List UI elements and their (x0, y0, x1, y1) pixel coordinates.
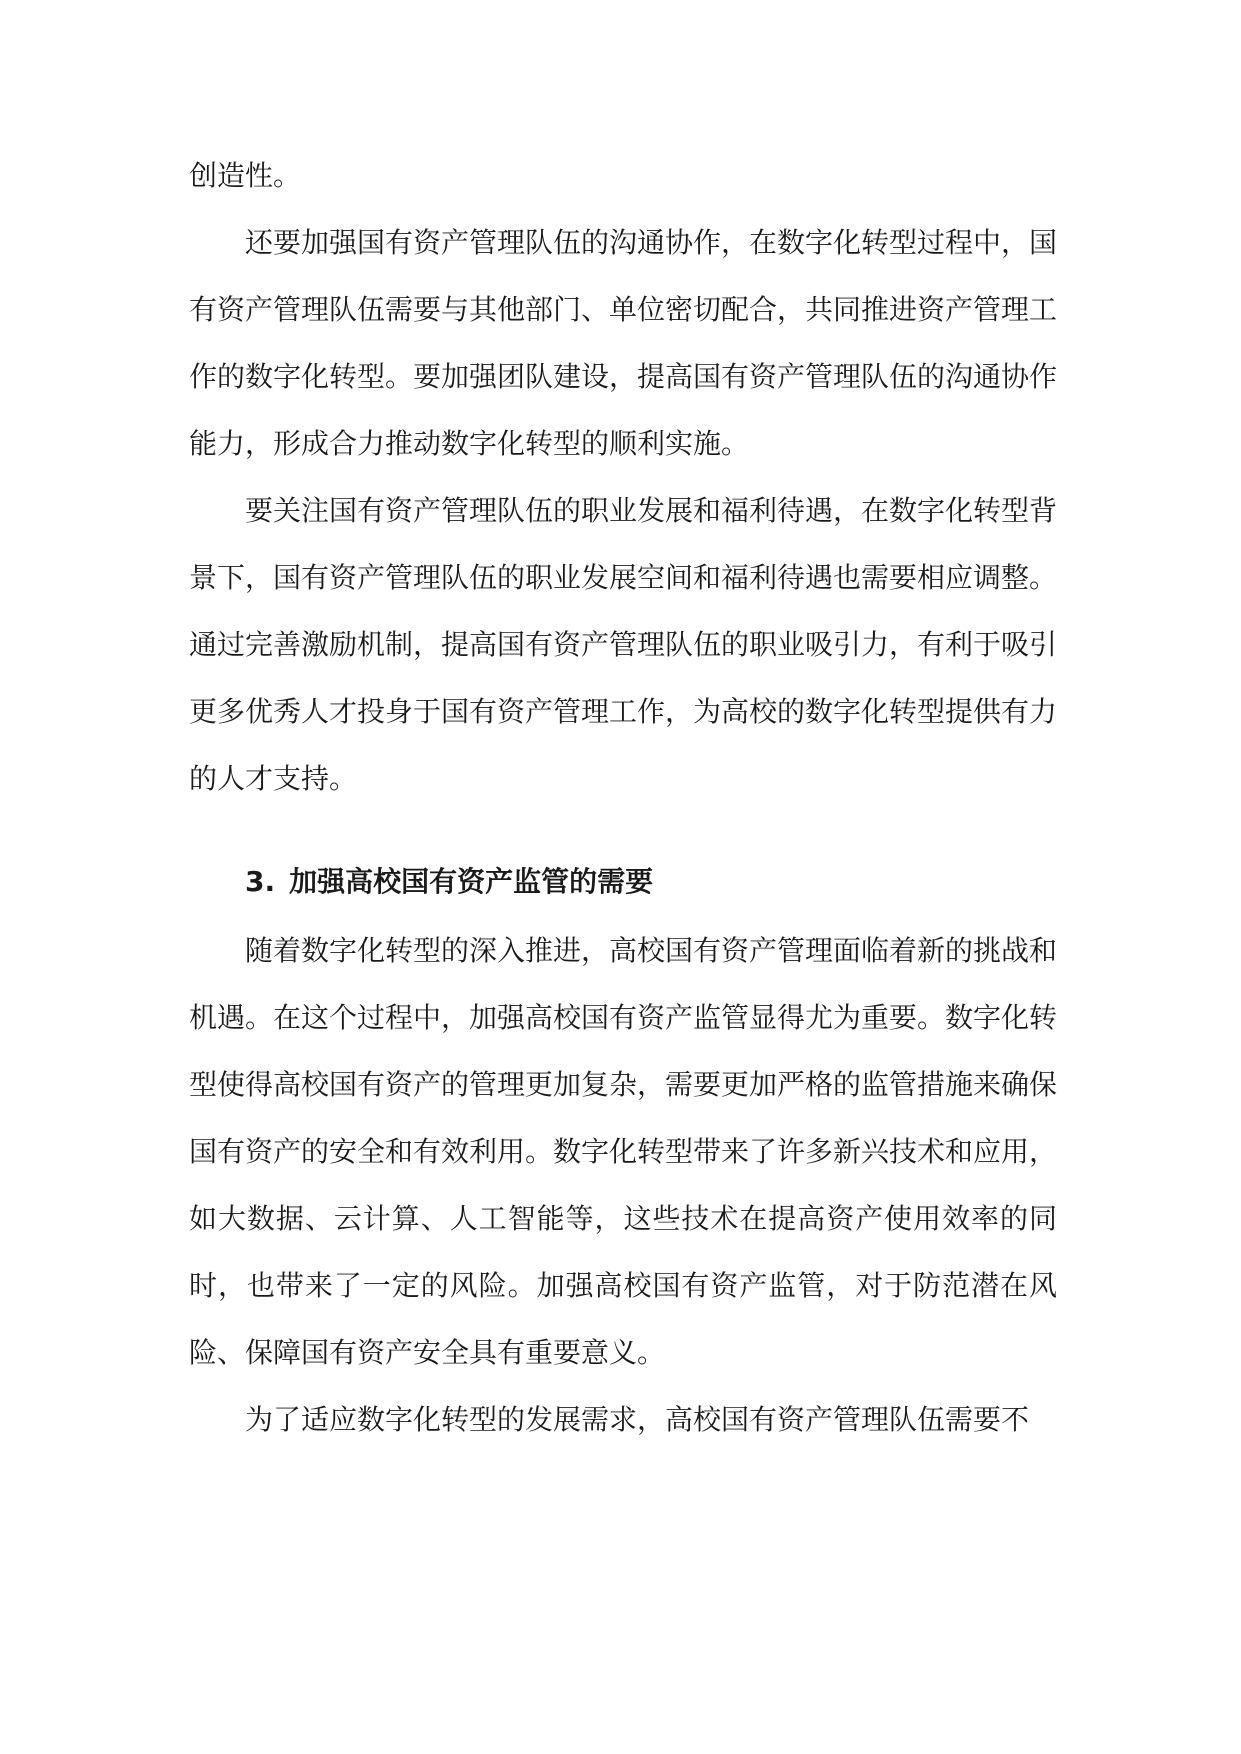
paragraph-communication: 还要加强国有资产管理队伍的沟通协作，在数字化转型过程中，国有资产管理队伍需要与其他部门、单位密切配合，共同推进资产管理工作的数字化转型。要加强团队建设，提高国有资产管理队伍的沟通协作能力，形成合力推动数字化转型的顺利实施。 (189, 226, 1058, 460)
paragraph-continuation: 创造性。 (189, 159, 302, 192)
section-title: 加强高校国有资产监管的需要 (289, 865, 654, 898)
paragraph-supervision: 随着数字化转型的深入推进，高校国有资产管理面临着新的挑战和机遇。在这个过程中，加强高校国有资产监管显得尤为重要。数字化转型使得高校国有资产的管理更加复杂，需要更加严格的监管措施来确保国有资产的安全和有效利用。数字化转型带来了许多新兴技术和应用，如大数据、云计算、人工智能等，这些技术在提高资产使用效率的同时，也带来了一定的风险。加强高校国有资产监管，对于防范潜在风险、保障国有资产安全具有重要意义。 (189, 934, 1058, 1369)
paragraph-career: 要关注国有资产管理队伍的职业发展和福利待遇，在数字化转型背景下，国有资产管理队伍的职业发展空间和福利待遇也需要相应调整。通过完善激励机制，提高国有资产管理队伍的职业吸引力，有利于吸引更多优秀人才投身于国有资产管理工作，为高校的数字化转型提供有力的人才支持。 (189, 494, 1058, 795)
section-number: 3. (245, 865, 276, 898)
section-heading (189, 848, 1057, 915)
paragraph-adaptation: 为了适应数字化转型的发展需求，高校国有资产管理队伍需要不 (245, 1403, 1030, 1436)
document-body (189, 142, 1057, 1453)
